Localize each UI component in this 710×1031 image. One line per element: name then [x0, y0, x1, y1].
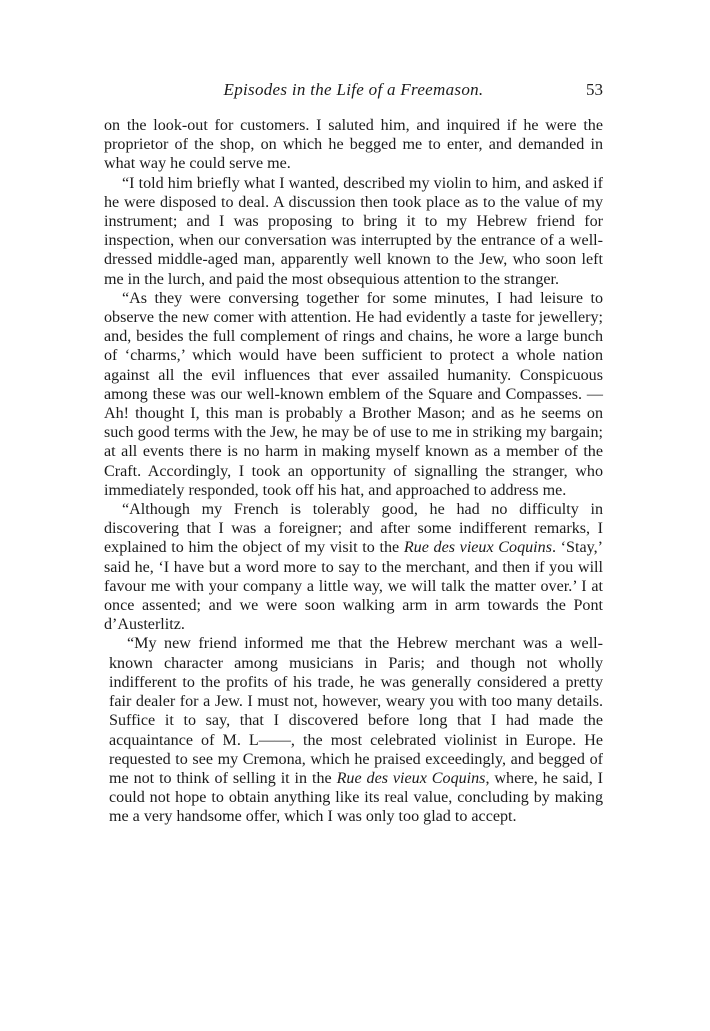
paragraph-text-part: “My new friend informed me that the Hebrew merchant was a well-known character among musicians in Paris; and though not wholly indifferent to the profits of his trade, he was generally considered a pretty fair dealer for a Jew. I must not, however, weary you with too many details. Suffice it to say, that I discovered before long that I had made the acquaintance of M. L——, the most celebrated violinist in Europe. He requested to see my Cremona, which he praised exceedingly, and begged of me not to think of selling it in the — [109, 635, 603, 787]
paragraph-text-part: “Although my French is tolerably good, he had no difficulty in discovering that I was a foreigner; and after some indifferent remarks, I explained to him the object of my visit to the — [104, 501, 603, 557]
italic-place-name: Rue des vieux Coquins — [336, 769, 486, 787]
paragraph-stranger-emblem: “As they were conversing together for some minutes, I had leisure to observe the new comer with attention. He had evidently a taste for jewellery; and, besides the full complement of rings and chains, he wore a large bunch of ‘charms,’ which would have been sufficient to protect a whole nation against all the evil influences that ever assailed humanity. Conspicuous among these was our well-known emblem of the Square and Compasses. —Ah! thought I, this man is probably a Brother Mason; and as he seems on such good terms with the Jew, he may be of use to me in striking my bargain; at all events there is no harm in making myself known as a member of the Craft. Accordingly, I took an opportunity of signalling the stranger, who immediately responded, took off his hat, and approached to address me. — [104, 289, 603, 499]
paragraph-text-part: . ‘Stay,’ said he, ‘I have but a word more to say to the merchant, and then if you will favour me with your company a little way, we will talk the matter over.’ I at once assented; and we were soon walking arm in arm towards the Pont d’Austerlitz. — [104, 539, 603, 634]
paragraph-violin-dealer: “I told him briefly what I wanted, described my violin to him, and asked if he were disposed to deal. A discussion then took place as to the value of my instrument; and I was proposing to bring it to my Hebrew friend for inspection, when our conversation was interrupted by the entrance of a well-dressed middle-aged man, apparently well known to the Jew, who soon left me in the lurch, and paid the most obsequious attention to the stranger. — [104, 174, 603, 288]
running-head — [104, 80, 603, 104]
body-text — [104, 116, 603, 827]
running-title: Episodes in the Life of a Freemason. — [223, 80, 484, 99]
paragraph-new-friend — [104, 634, 603, 826]
paragraph-text-part: , where, he said, I could not hope to obtain anything like its real value, concluding by making me a very handsome offer, which I was only too glad to accept. — [109, 769, 604, 826]
paragraph-rue-des-vieux-coquins — [104, 500, 603, 634]
italic-place-name: Rue des vieux Coquins — [403, 539, 552, 557]
paragraph-continuation: on the look-out for customers. I saluted him, and inquired if he were the proprietor of the shop, on which he begged me to enter, and demanded in what way he could serve me. — [104, 117, 603, 173]
page-number: 53 — [586, 80, 603, 99]
